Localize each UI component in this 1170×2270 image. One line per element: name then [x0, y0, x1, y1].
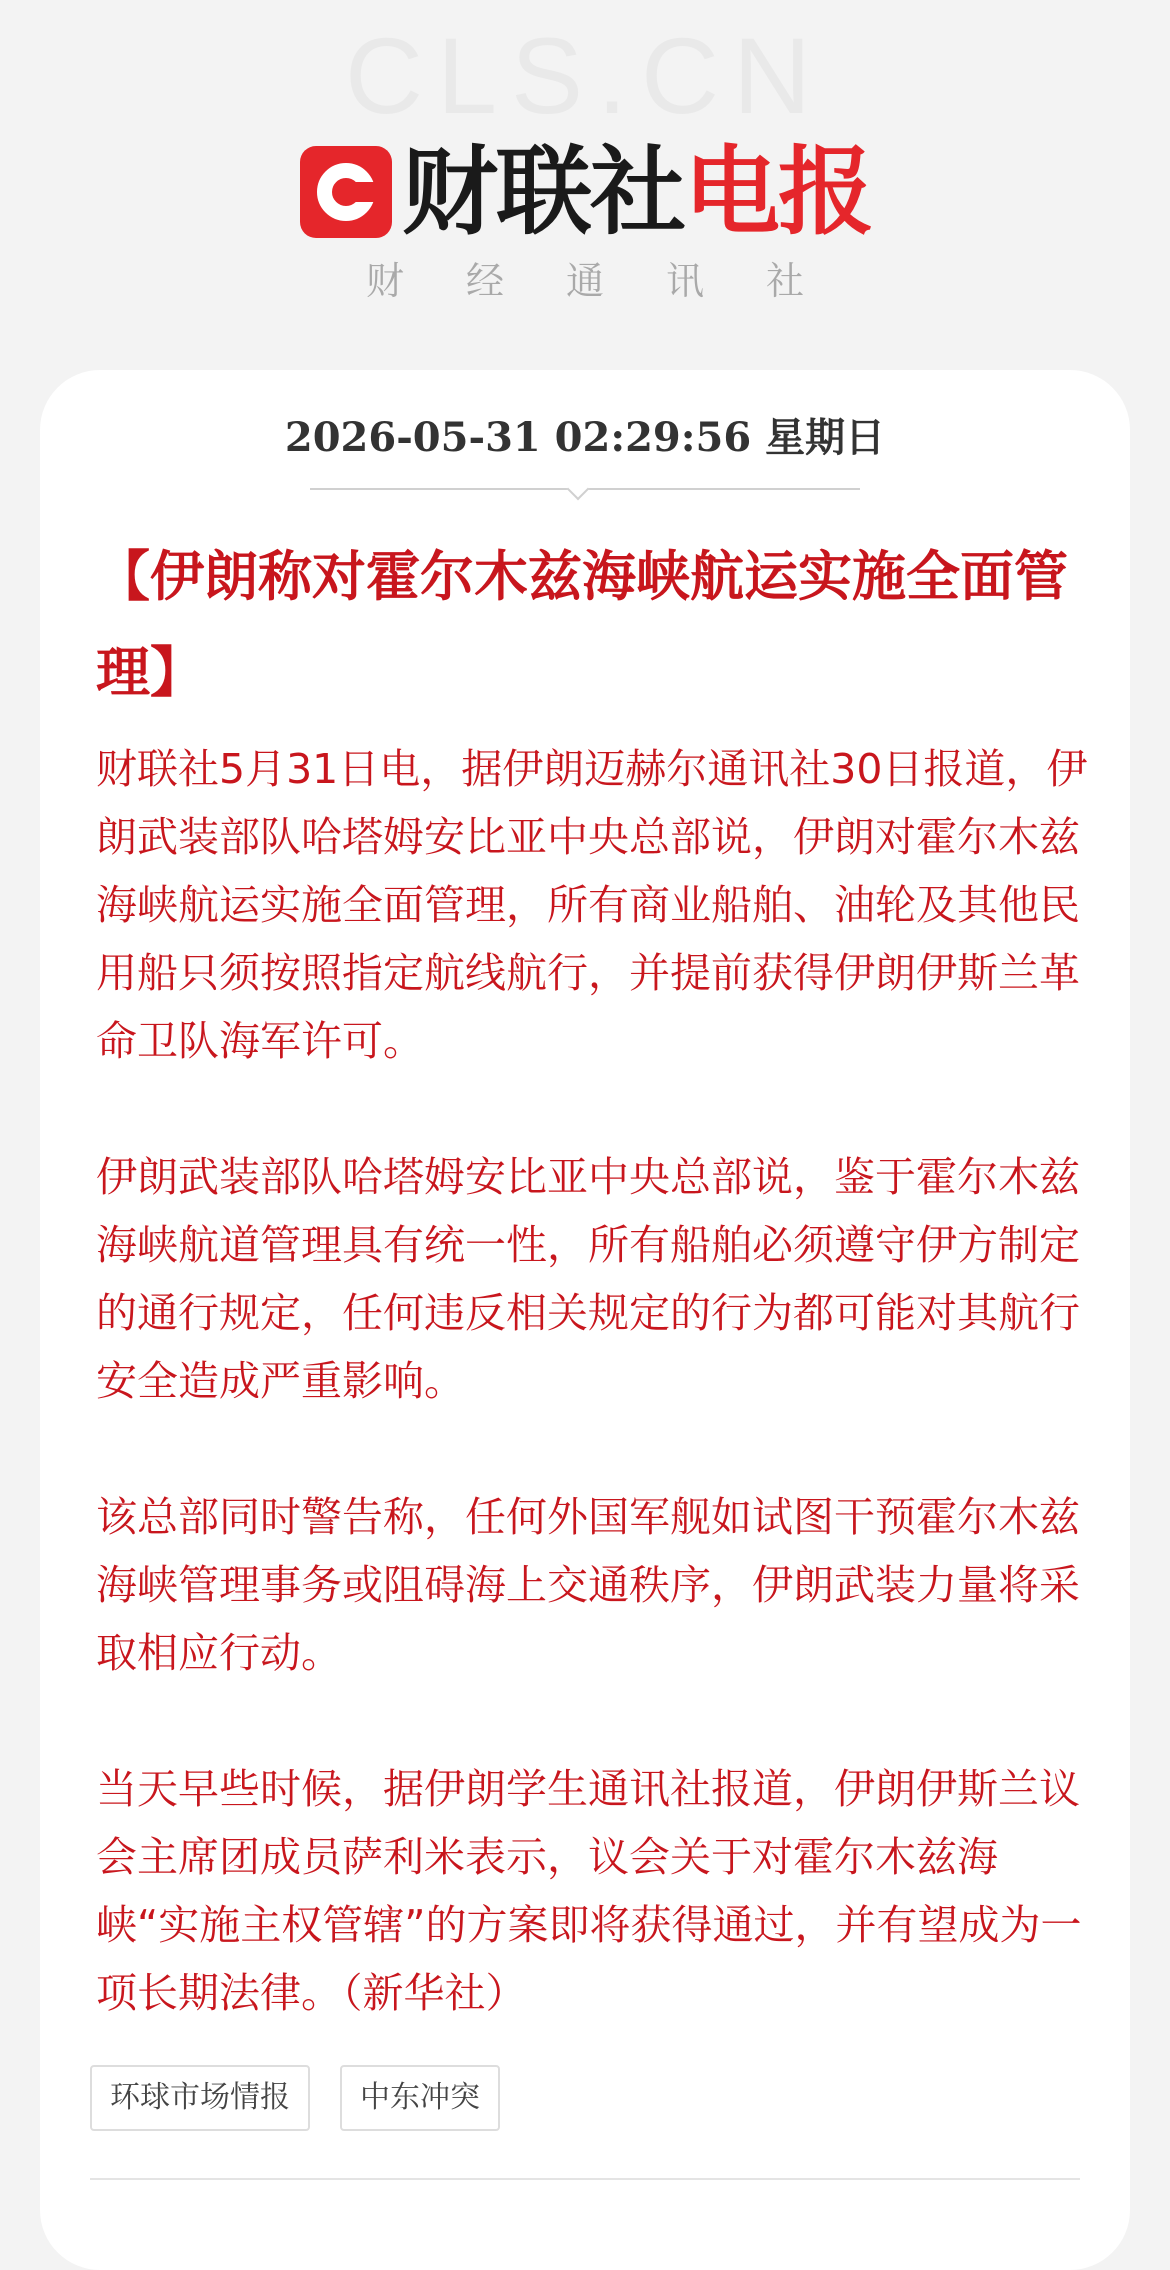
article-headline: 【伊朗称对霍尔木兹海峡航运实施全面管理】 [96, 544, 1068, 704]
divider [90, 2178, 1080, 2180]
brand-name-black: 财联社 [402, 136, 684, 248]
article-paragraph: 当天早些时候，据伊朗学生通讯社报道，伊朗伊斯兰议会主席团成员萨利米表示，议会关于对霍尔木兹海峡“实施主权管辖”的方案即将获得通过，并有望成为一项长期法律。（新华社） [96, 1765, 1082, 2017]
watermark: CLS.CN [344, 15, 826, 136]
brand-name-red: 电报 [684, 136, 872, 248]
tagline: 财经通讯社 [365, 259, 866, 303]
header [0, 0, 1170, 360]
article-paragraph: 财联社5月31日电，据伊朗迈赫尔通讯社30日报道，伊朗武装部队哈塔姆安比亚中央总部说，伊朗对霍尔木兹海峡航运实施全面管理，所有商业船舶、油轮及其他民用船只须按照指定航线航行，并提前获得伊朗伊斯兰革命卫队海军许可。 [96, 745, 1088, 1065]
article-card [40, 370, 1130, 2270]
article-paragraph: 该总部同时警告称，任何外国军舰如试图干预霍尔木兹海峡管理事务或阻碍海上交通秩序，伊朗武装力量将采取相应行动。 [96, 1493, 1080, 1677]
tag-global-market-intel[interactable]: 环球市场情报 [90, 2065, 310, 2131]
article-body [96, 735, 1092, 2095]
tag-middle-east-conflict[interactable]: 中东冲突 [340, 2065, 500, 2131]
cls-logo-icon [300, 146, 392, 238]
brand-logo [300, 136, 872, 248]
tag-list [90, 2065, 530, 2131]
brand-name [402, 136, 872, 248]
article-datetime: 2026-05-31 02:29:56 星期日 [284, 414, 886, 461]
datetime-notch [567, 478, 590, 501]
article-paragraph: 伊朗武装部队哈塔姆安比亚中央总部说，鉴于霍尔木兹海峡航道管理具有统一性，所有船舶必须遵守伊方制定的通行规定，任何违反相关规定的行为都可能对其航行安全造成严重影响。 [96, 1153, 1080, 1405]
